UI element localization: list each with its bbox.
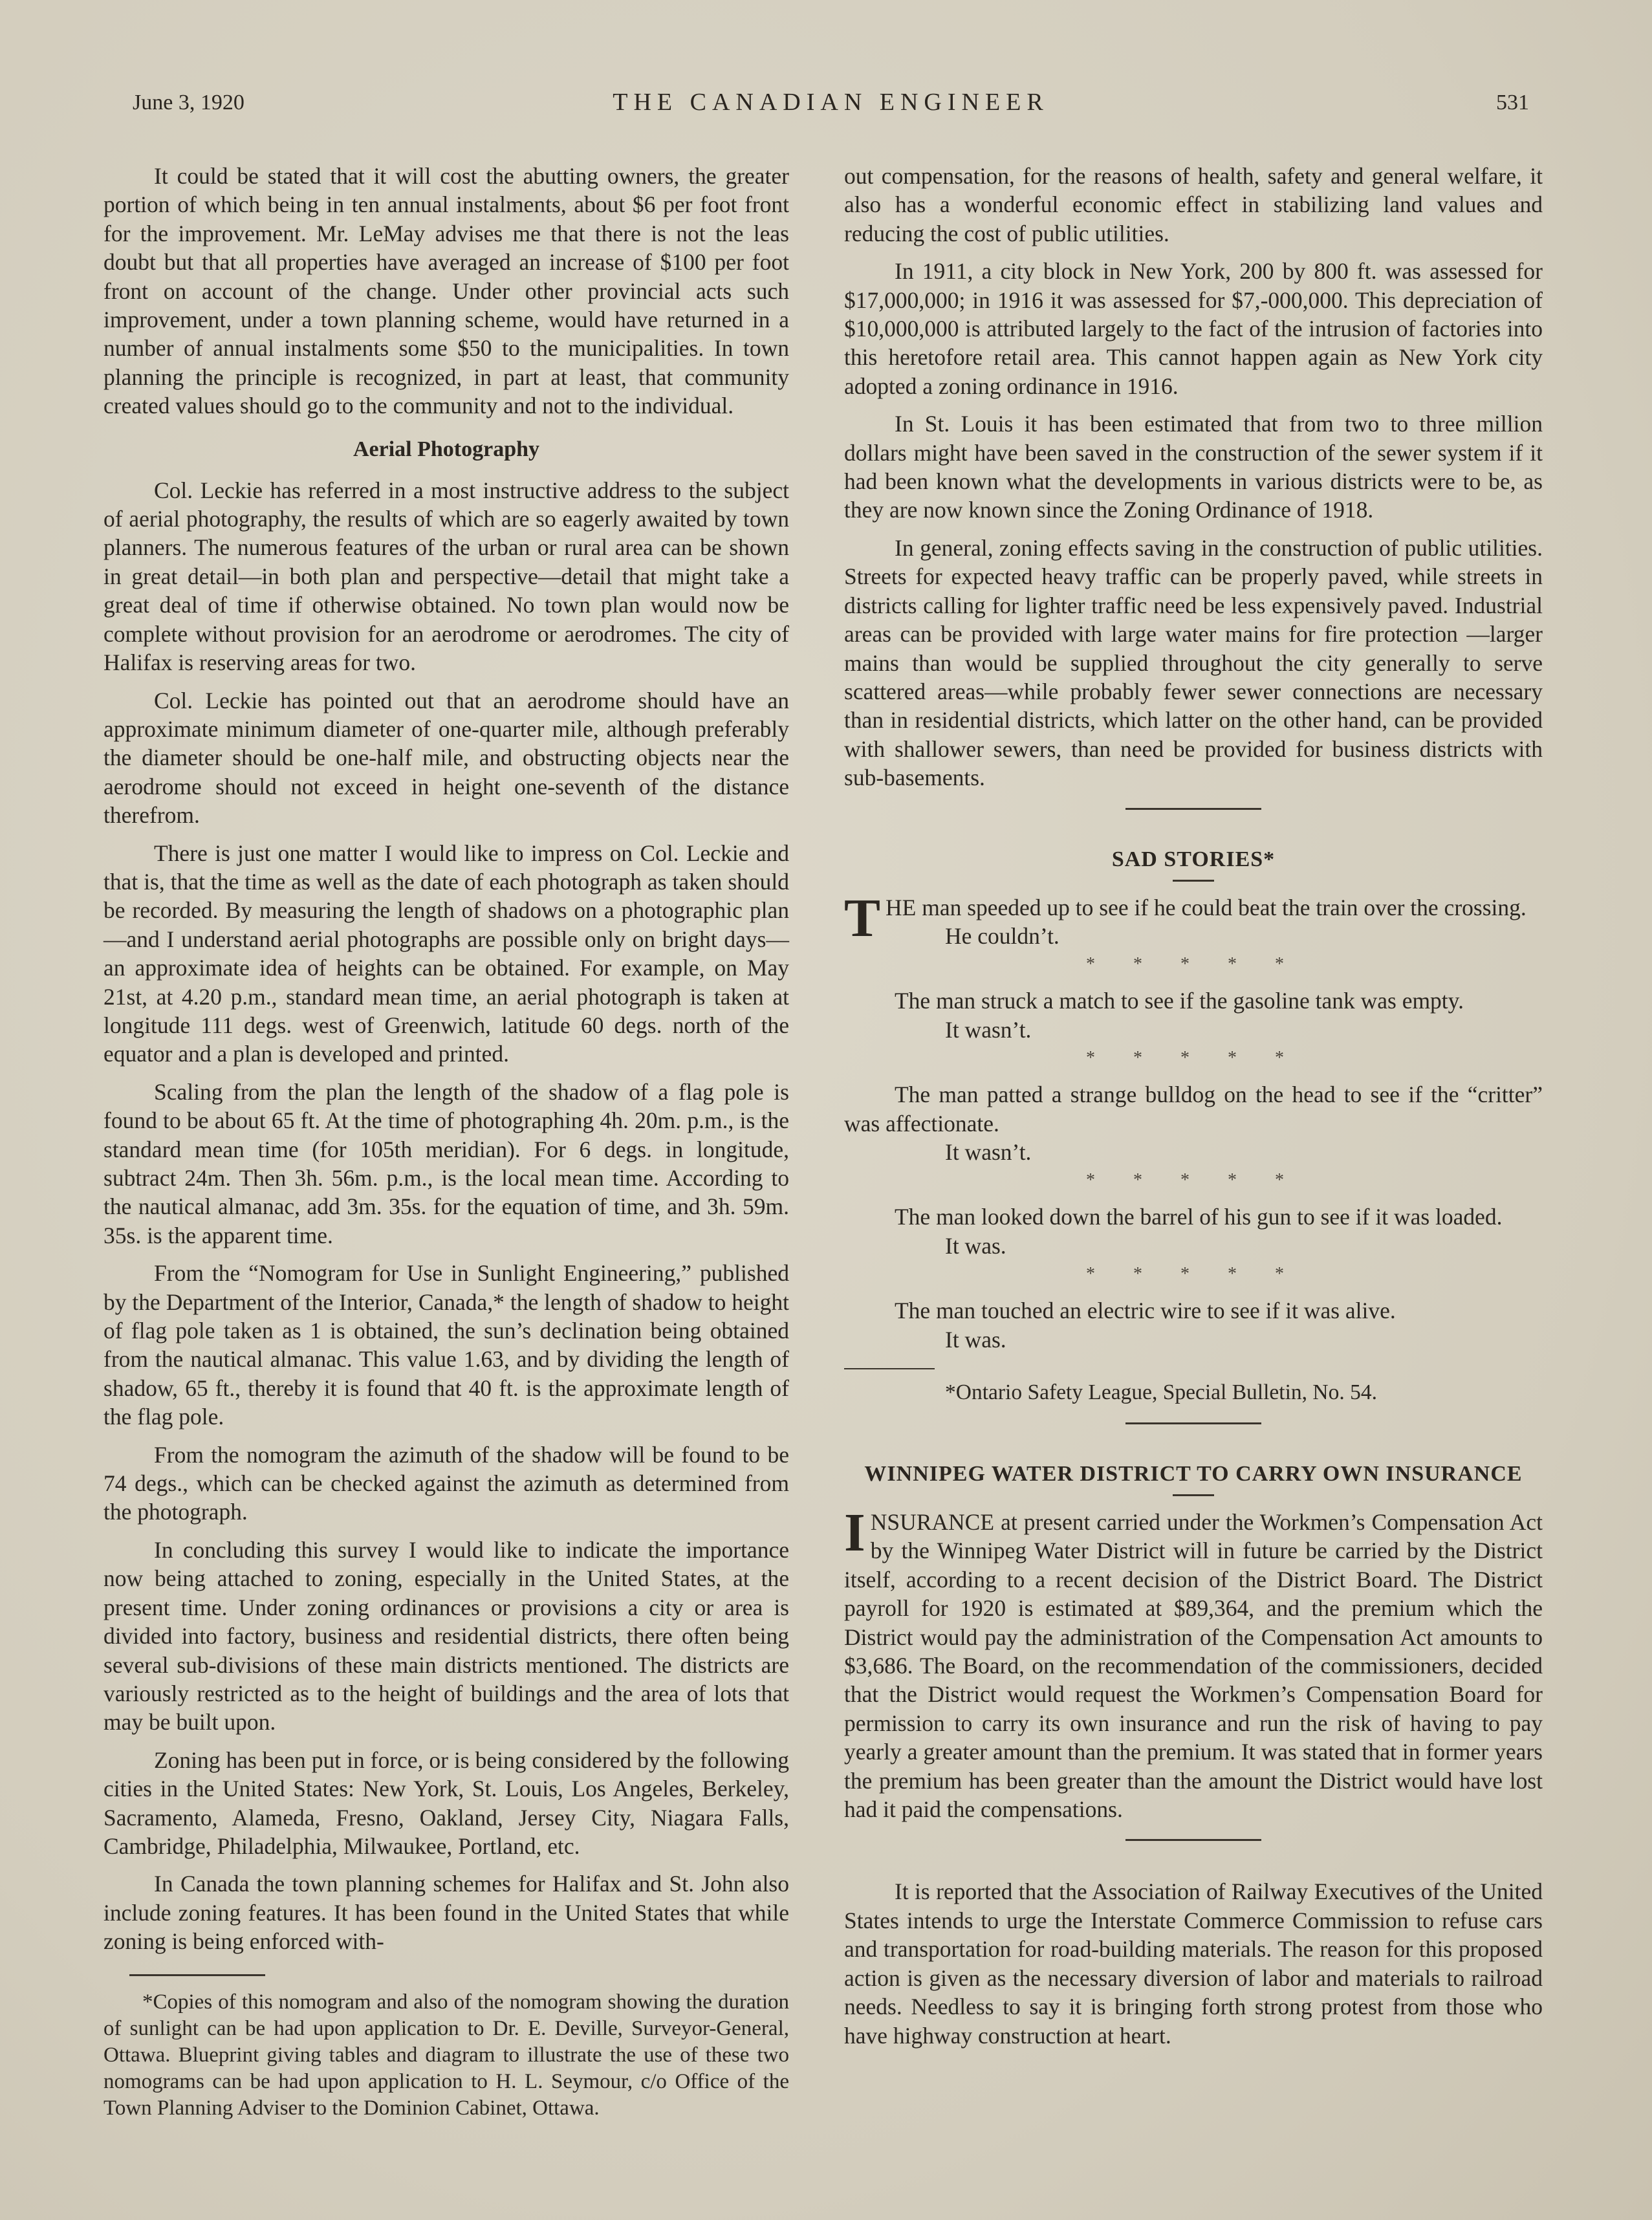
story-question: The man struck a match to see if the gasoline tank was empty. — [895, 988, 1464, 1014]
sad-story-3 — [844, 1080, 1543, 1191]
sad-story-1 — [844, 887, 1543, 975]
paragraph: In general, zoning effects saving in the construction of public utilities. Streets for expected heavy traffic can be properly paved, while streets in districts calling for lighter traffic need be less expensively paved. Industrial areas can be provided with large water mains for fire protection —larger mains than would be supplied throughout the city generally to serve scattered areas—while probably fewer sewer connections are necessary than in residential districts, which latter on the other hand, can be provided with shallower sewers, than need be provided for business districts with sub-basements. — [844, 534, 1543, 791]
story-question: The man looked down the barrel of his gun to see if it was loaded. — [895, 1204, 1503, 1230]
paragraph: It could be stated that it will cost the abutting owners, the greater portion of which being in ten annual instalments, about $6 per foot front for the improvement. Mr. LeMay advises me that there is not the leas doubt but that all properties have averaged an increase of $100 per foot front on account of the change. Under other provincial acts such improvement, under a town planning scheme, would have returned in a number of annual instalments some $50 to the municipalities. In town planning the principle is recognized, in part at least, that community created values should go to the community and not to the individual. — [103, 163, 789, 419]
sad-stories-footnote: *Ontario Safety League, Special Bulletin, No. 54. — [945, 1380, 1377, 1404]
section-divider — [1125, 1422, 1261, 1424]
footnote: *Copies of this nomogram and also of the nomogram showing the duration of sunlight can be had upon application to Dr. E. Deville, Surveyor-General, Ottawa. Blueprint giving tables and diagram to illustrate the use of these two nomograms can be had upon application to H. L. Seymour, c/o Office of the Town Planning Adviser to the Dominion Cabinet, Ottawa. — [103, 1990, 789, 2120]
paragraph: There is just one matter I would like to impress on Col. Leckie and that is, that the time as well as the date of each photograph as taken should be recorded. By measuring the length of shadows on a photographic plan—and I understand aerial photographs are possible only on bright days—an approximate idea of heights can be obtained. For example, on May 21st, at 4.20 p.m., standard mean time, an aerial photograph is taken at longitude 111 degs. west of Greenwich, latitude 60 degs. north of the equator and a plan is developed and printed. — [103, 840, 789, 1067]
footnote-divider — [844, 1368, 935, 1369]
paragraph: Col. Leckie has referred in a most instructive address to the subject of aerial photography, the results of which are so eagerly awaited by town planners. The numerous features of the urban or rural area can be shown in great detail—in both plan and perspective—detail that might take a great deal of time if otherwise obtained. No town plan would now be complete without provision for an aerodrome or aerodromes. The city of Halifax is reserving areas for two. — [103, 477, 789, 676]
story-question: THE man speeded up to see if he could beat the train over the crossing. — [844, 887, 1527, 948]
title-underline — [1173, 1494, 1214, 1496]
sad-stories-title: SAD STORIES* — [1111, 847, 1276, 871]
paragraph: From the nomogram the azimuth of the shadow will be found to be 74 degs., which can be checked against the azimuth as determined from the photograph. — [103, 1441, 789, 1525]
paragraph: In Canada the town planning schemes for Halifax and St. John also include zoning features. It has been found in the United States that while zoning is being enforced with- — [103, 1871, 789, 1955]
story-answer: It was. — [945, 1326, 1006, 1353]
story-question: The man patted a strange bulldog on the head to see if the “critter” was affectionate. — [844, 1082, 1543, 1137]
paragraph: Zoning has been put in force, or is being considered by the following cities in the United States: New York, St. Louis, Los Angeles, Berkeley, Sacramento, Alameda, Fresno, Oakland, Jersey City, Niagara Falls, Cambridge, Philadelphia, Milwaukee, Portland, etc. — [103, 1747, 789, 1859]
sad-story-5 — [844, 1296, 1543, 1354]
story-answer: It wasn’t. — [945, 1016, 1032, 1043]
title-underline — [1173, 880, 1214, 882]
story-answer: It wasn’t. — [945, 1138, 1032, 1165]
page-header — [133, 84, 1529, 123]
right-column — [844, 162, 1543, 2059]
paragraph: out compensation, for the reasons of health, safety and general welfare, it also has a wonderful economic effect in stabilizing land values and reducing the cost of public utilities. — [844, 163, 1543, 246]
paragraph: Col. Leckie has pointed out that an aerodrome should have an approximate minimum diameter of one-quarter mile, although preferably the diameter should be one-half mile, and obstructing objects near the aerodrome should not exceed in height one-seventh of the distance therefrom. — [103, 687, 789, 829]
paragraph: From the “Nomogram for Use in Sunlight Engineering,” published by the Department of the Interior, Canada,* the length of shadow to height of flag pole taken as 1 is obtained, the sun’s declination being obtained from the nautical almanac. This value 1.63, and by dividing the length of shadow, 65 ft., thereby it is found that 40 ft. is the approximate length of the flag pole. — [103, 1260, 789, 1430]
star-separator: * * * * * — [1086, 1264, 1301, 1285]
journal-title: THE CANADIAN ENGINEER — [613, 89, 1049, 116]
star-separator: * * * * * — [1086, 1170, 1301, 1191]
sad-story-4 — [844, 1202, 1543, 1285]
story-question: The man touched an electric wire to see if it was alive. — [895, 1298, 1396, 1324]
paragraph: In 1911, a city block in New York, 200 by 800 ft. was assessed for $17,000,000; in 1916 it was assessed for $7,-000,000. This depreciation of $10,000,000 is attributed largely to the fact of the intrusion of factories into this heretofore retail area. This cannot happen again as New York city adopted a zoning ordinance in 1916. — [844, 258, 1543, 399]
paragraph: In concluding this survey I would like to indicate the importance now being attached to zoning, especially in the United States, at the present time. Under zoning ordinances or provisions a city or area is divided into factory, business and residential districts, there often being several sub-divisions of these main districts mentioned. The districts are variously restricted as to the height of buildings and the area of lots that may be built upon. — [103, 1536, 789, 1736]
paragraph: In St. Louis it has been estimated that from two to three million dollars might have been saved in the construction of the sewer system if it had been known what the developments in various districts were to be, as they are now known since the Zoning Ordinance of 1918. — [844, 411, 1543, 523]
drop-cap: I — [844, 1503, 865, 1563]
section-divider — [1125, 1839, 1261, 1841]
winnipeg-paragraph: INSURANCE at present carried under the Workmen’s Compensation Act by the Winnipeg Water District will in future be carried by the District itself, according to a recent decision of the District Board. The District payroll for 1920 is estimated at $89,364, and the premium which the District would pay the administration of the Compensation Act amounts to $3,686. The Board, on the recommendation of the commissioners, decided that the District would request the Workmen’s Compensation Board for permission to carry its own insurance and run the risk of having to pay yearly a greater amount than the premium. It was stated that in former years the premium has been greater than the amount the District would have lost had it paid the compensations. — [844, 1503, 1543, 1823]
left-column — [103, 162, 789, 2122]
sad-story-2 — [844, 986, 1543, 1069]
star-separator: * * * * * — [1086, 1048, 1301, 1069]
section-divider — [1125, 808, 1261, 810]
story-answer: It was. — [945, 1232, 1006, 1259]
winnipeg-title: WINNIPEG WATER DISTRICT TO CARRY OWN INSURANCE — [864, 1462, 1523, 1486]
section-heading-aerial-photography: Aerial Photography — [353, 437, 540, 461]
story-answer: He couldn’t. — [945, 922, 1060, 949]
star-separator: * * * * * — [1086, 954, 1301, 975]
railway-paragraph: It is reported that the Association of Railway Executives of the United States intends to urge the Interstate Commerce Commission to refuse cars and transportation for road-building materials. The reason for this proposed action is given as the necessary diversion of labor and materials to railroad needs. Needless to say it is bringing forth strong protest from those who have highway construction at heart. — [844, 1878, 1543, 2049]
paragraph: Scaling from the plan the length of the shadow of a flag pole is found to be about 65 ft. At the time of photographing 4h. 20m. p.m., is the standard mean time (for 105th meridian). For 6 degs. in longitude, subtract 24m. Then 3h. 56m. p.m., is the local mean time. According to the nautical almanac, add 3m. 35s. for the equation of time, and 3h. 59m. 35s. is the apparent time. — [103, 1078, 789, 1248]
page-number: 531 — [1496, 91, 1529, 114]
drop-cap: T — [844, 887, 881, 948]
footnote-divider — [129, 1974, 265, 1976]
issue-date: June 3, 1920 — [133, 91, 245, 114]
